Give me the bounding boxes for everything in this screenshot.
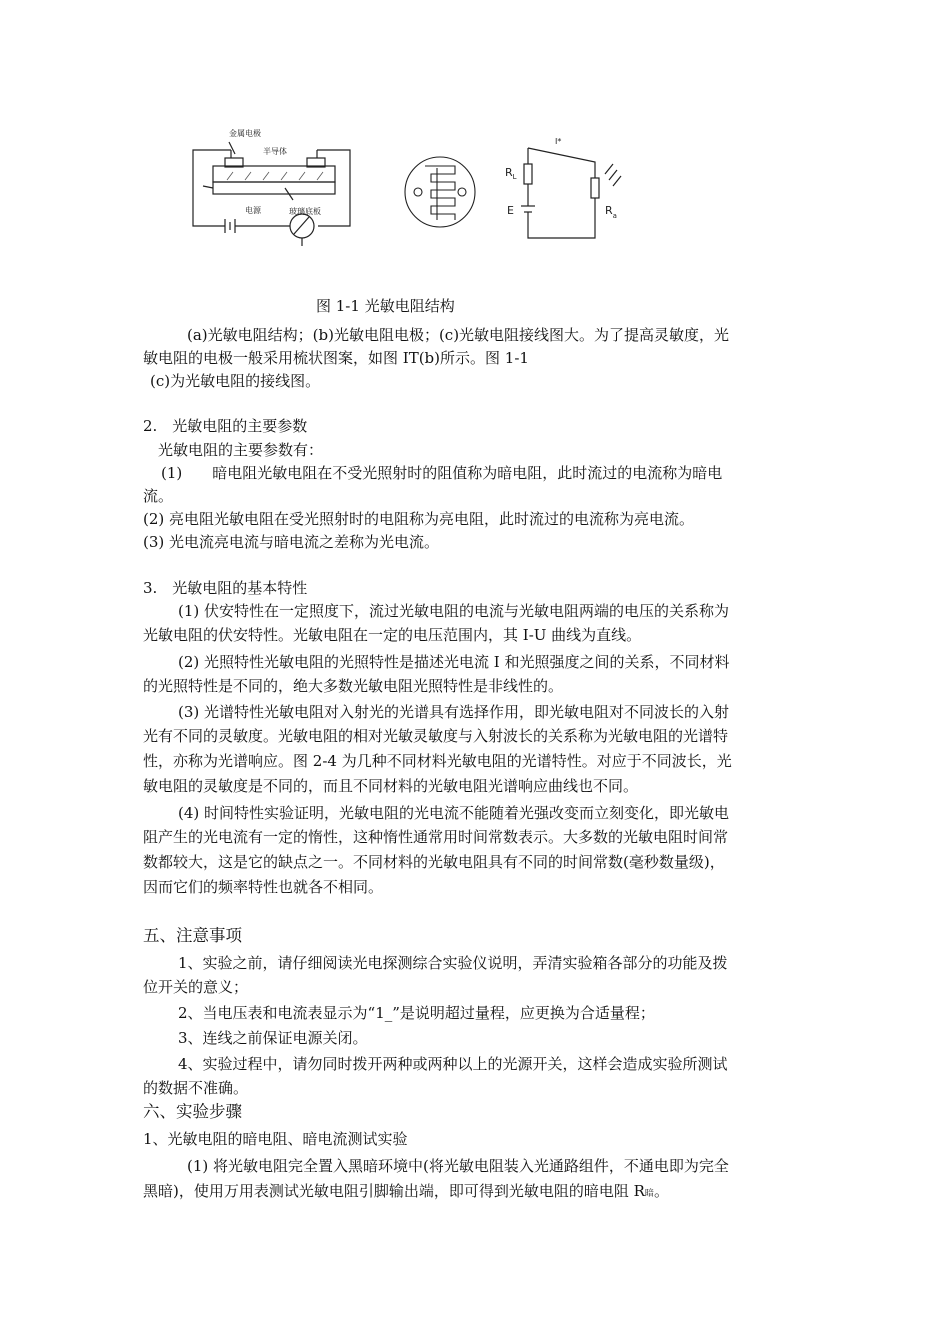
- label-ra-main: R: [605, 204, 613, 217]
- char-3-line-1: (3) 光谱特性光敏电阻对入射光的光谱具有选择作用，即光敏电阻对不同波长的入射: [178, 703, 730, 721]
- figure-a-structure: [193, 142, 350, 246]
- param-1-line-2: 流。: [143, 487, 174, 505]
- step-1-line-2: [143, 1180, 669, 1205]
- step-1-line-1: (1) 将光敏电阻完全置入黑暗环境中(将光敏电阻装入光通路组件，不通电即为完全: [187, 1157, 729, 1175]
- char-3-line-2: 光有不同的灵敏度。光敏电阻的相对光敏灵敏度与入射波长的关系称为光敏电阻的光谱特: [143, 727, 729, 745]
- param-2: (2) 亮电阻光敏电阻在受光照射时的电阻称为亮电阻，此时流过的电流称为亮电流。: [143, 510, 695, 528]
- param-1-line-1: (1) 暗电阻光敏电阻在不受光照射时的阻值称为暗电阻，此时流过的电流称为暗电: [161, 464, 723, 482]
- intro-line-1: (a)光敏电阻结构；(b)光敏电阻电极；(c)光敏电阻接线图大。为了提高灵敏度，光: [187, 326, 730, 344]
- step-1-line-2-text: 黑暗)，使用万用表测试光敏电阻引脚输出端，即可得到光敏电阻的暗电阻 R: [143, 1182, 645, 1200]
- label-power: 电源: [245, 206, 261, 215]
- param-3: (3) 光电流亮电流与暗电流之差称为光电流。: [143, 533, 440, 551]
- section-2-subheading: 光敏电阻的主要参数有：: [158, 441, 324, 459]
- label-rl-sub: L: [512, 173, 517, 181]
- char-3-line-3: 性，亦称为光谱响应。图 2-4 为几种不同材料光敏电阻的光谱特性。对应于不同波长，光: [143, 752, 732, 770]
- note-2: 2、当电压表和电流表显示为“1_”是说明超过量程，应更换为合适量程；: [178, 1004, 655, 1022]
- step-1-line-2-end: 。: [653, 1182, 669, 1200]
- label-i-star: I*: [555, 137, 562, 146]
- char-4-line-1: (4) 时间特性实验证明，光敏电阻的光电流不能随着光强改变而立刻变化，即光敏电: [178, 804, 730, 822]
- intro-line-3: (c)为光敏电阻的接线图。: [150, 372, 321, 390]
- label-semiconductor: 半导体: [263, 147, 287, 156]
- figure-caption: 图 1-1 光敏电阻结构: [316, 297, 455, 315]
- label-glass-substrate: 玻璃底板: [289, 207, 321, 216]
- char-2-line-2: 的光照特性是不同的，绝大多数光敏电阻光照特性是非线性的。: [143, 677, 564, 695]
- figure-svg: [185, 128, 645, 273]
- note-4-line-1: 4、实验过程中，请勿同时拨开两种或两种以上的光源开关，这样会造成实验所测试: [178, 1055, 728, 1073]
- dark-subscript: 暗: [644, 1189, 654, 1199]
- char-4-line-3: 数都较大，这是它的缺点之一。不同材料的光敏电阻具有不同的时间常数(毫秒数量级)，: [143, 853, 725, 871]
- section-5-heading: 五、注意事项: [143, 926, 242, 945]
- char-1-line-2: 光敏电阻的伏安特性。光敏电阻在一定的电压范围内，其 I-U 曲线为直线。: [143, 626, 642, 644]
- step-1-heading: 1、光敏电阻的暗电阻、暗电流测试实验: [143, 1130, 408, 1148]
- char-4-line-2: 阻产生的光电流有一定的惰性，这种惰性通常用时间常数表示。大多数的光敏电阻时间常: [143, 828, 729, 846]
- figure-photoresistor-structure: [185, 128, 645, 273]
- section-3-heading: 3. 光敏电阻的基本特性: [143, 579, 308, 597]
- figure-c-wiring: [521, 148, 621, 238]
- char-4-line-4: 因而它们的频率特性也就各不相同。: [143, 878, 384, 896]
- section-2-heading: 2. 光敏电阻的主要参数: [143, 417, 308, 435]
- note-4-line-2: 的数据不准确。: [143, 1079, 249, 1097]
- note-3: 3、连线之前保证电源关闭。: [178, 1029, 368, 1047]
- figure-a-hatching: [227, 172, 323, 180]
- note-1-line-1: 1、实验之前，请仔细阅读光电探测综合实验仪说明，弄清实验箱各部分的功能及拨: [178, 954, 728, 972]
- label-rl: [505, 166, 517, 181]
- label-ra: [605, 204, 617, 220]
- figure-b-comb-electrode: [405, 157, 475, 227]
- char-2-line-1: (2) 光照特性光敏电阻的光照特性是描述光电流 I 和光照强度之间的关系，不同材料: [178, 653, 730, 671]
- label-ra-sub: a: [612, 212, 617, 220]
- char-3-line-4: 敏电阻的灵敏度是不同的，而且不同材料的光敏电阻光谱响应曲线也不同。: [143, 777, 639, 795]
- char-1-line-1: (1) 伏安特性在一定照度下，流过光敏电阻的电流与光敏电阻两端的电压的关系称为: [178, 602, 730, 620]
- section-6-heading: 六、实验步骤: [143, 1102, 242, 1121]
- label-e: E: [507, 204, 514, 217]
- label-rl-main: R: [505, 166, 513, 179]
- label-metal-electrode: 金属电极: [229, 129, 261, 138]
- intro-line-2: 敏电阻的电极一般采用梳状图案，如图 IT(b)所示。图 1-1: [143, 349, 529, 367]
- note-1-line-2: 位开关的意义；: [143, 978, 249, 996]
